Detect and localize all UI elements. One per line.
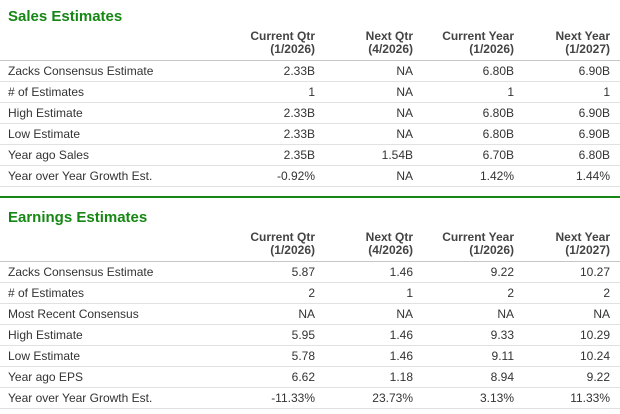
cell: 1.46 [315,346,413,367]
header-spacer [0,26,218,61]
table-row [0,283,620,304]
cell: 1 [218,82,315,103]
cell: 11.33% [514,388,620,409]
cell: 9.22 [514,367,620,388]
table-row [0,367,620,388]
row-label: # of Estimates [0,82,218,103]
cell: NA [315,304,413,325]
header-row [0,227,620,262]
cell: 6.90B [514,124,620,145]
sales-estimates-table [0,26,620,187]
cell: 1 [315,283,413,304]
table-row [0,103,620,124]
column-period: Current Qtr [250,29,315,43]
cell: NA [315,166,413,187]
column-date: (1/2026) [270,42,315,56]
cell: 1.18 [315,367,413,388]
cell: 9.22 [413,262,514,283]
row-label: Most Recent Consensus [0,304,218,325]
column-header-next-qtr [315,26,413,61]
column-period: Next Year [555,230,610,244]
column-period: Next Qtr [365,29,413,43]
cell: 6.90B [514,103,620,124]
table-row [0,124,620,145]
column-header-next-year [514,227,620,262]
row-label: # of Estimates [0,283,218,304]
cell: 5.95 [218,325,315,346]
row-label: Low Estimate [0,346,218,367]
cell: NA [315,82,413,103]
table-row [0,145,620,166]
cell: -11.33% [218,388,315,409]
cell: 2.33B [218,103,315,124]
sales-estimates-section [0,0,620,187]
row-label: Zacks Consensus Estimate [0,262,218,283]
cell: 1.42% [413,166,514,187]
cell: 10.29 [514,325,620,346]
column-header-current-qtr [218,227,315,262]
column-date: (4/2026) [368,243,413,257]
table-row [0,82,620,103]
column-date: (1/2026) [469,243,514,257]
cell: 6.80B [413,124,514,145]
column-date: (1/2026) [469,42,514,56]
cell: 1.44% [514,166,620,187]
cell: 2 [413,283,514,304]
cell: 2 [218,283,315,304]
cell: 1.46 [315,262,413,283]
cell: 6.80B [514,145,620,166]
table-row [0,61,620,82]
cell: -0.92% [218,166,315,187]
cell: 1 [413,82,514,103]
cell: NA [315,103,413,124]
cell: NA [315,61,413,82]
cell: 1.54B [315,145,413,166]
cell: NA [218,304,315,325]
column-date: (1/2027) [565,42,610,56]
cell: 3.13% [413,388,514,409]
section-title-sales: Sales Estimates [8,8,123,25]
earnings-estimates-table [0,227,620,409]
column-date: (1/2027) [565,243,610,257]
row-label: Year ago Sales [0,145,218,166]
column-date: (1/2026) [270,243,315,257]
column-header-current-qtr [218,26,315,61]
table-row [0,304,620,325]
cell: 6.80B [413,61,514,82]
column-period: Next Qtr [365,230,413,244]
table-row [0,388,620,409]
row-label: High Estimate [0,325,218,346]
cell: 6.90B [514,61,620,82]
cell: 6.80B [413,103,514,124]
header-spacer [0,227,218,262]
cell: 23.73% [315,388,413,409]
cell: 10.27 [514,262,620,283]
column-header-current-year [413,227,514,262]
cell: 5.87 [218,262,315,283]
column-period: Next Year [555,29,610,43]
table-row [0,346,620,367]
row-label: Low Estimate [0,124,218,145]
cell: 2.33B [218,61,315,82]
row-label: High Estimate [0,103,218,124]
cell: 9.11 [413,346,514,367]
column-period: Current Year [442,29,514,43]
cell: 2.35B [218,145,315,166]
cell: NA [413,304,514,325]
cell: 5.78 [218,346,315,367]
row-label: Year over Year Growth Est. [0,388,218,409]
earnings-estimates-section [0,198,620,409]
column-period: Current Year [442,230,514,244]
table-row [0,262,620,283]
cell: 10.24 [514,346,620,367]
row-label: Year over Year Growth Est. [0,166,218,187]
cell: 6.62 [218,367,315,388]
cell: NA [514,304,620,325]
section-title-earnings: Earnings Estimates [8,209,148,226]
cell: 8.94 [413,367,514,388]
column-date: (4/2026) [368,42,413,56]
column-header-next-year [514,26,620,61]
row-label: Year ago EPS [0,367,218,388]
column-header-next-qtr [315,227,413,262]
table-row [0,166,620,187]
cell: 9.33 [413,325,514,346]
cell: 1 [514,82,620,103]
header-row [0,26,620,61]
row-label: Zacks Consensus Estimate [0,61,218,82]
cell: 1.46 [315,325,413,346]
table-row [0,325,620,346]
column-period: Current Qtr [250,230,315,244]
cell: NA [315,124,413,145]
cell: 2 [514,283,620,304]
column-header-current-year [413,26,514,61]
cell: 2.33B [218,124,315,145]
cell: 6.70B [413,145,514,166]
